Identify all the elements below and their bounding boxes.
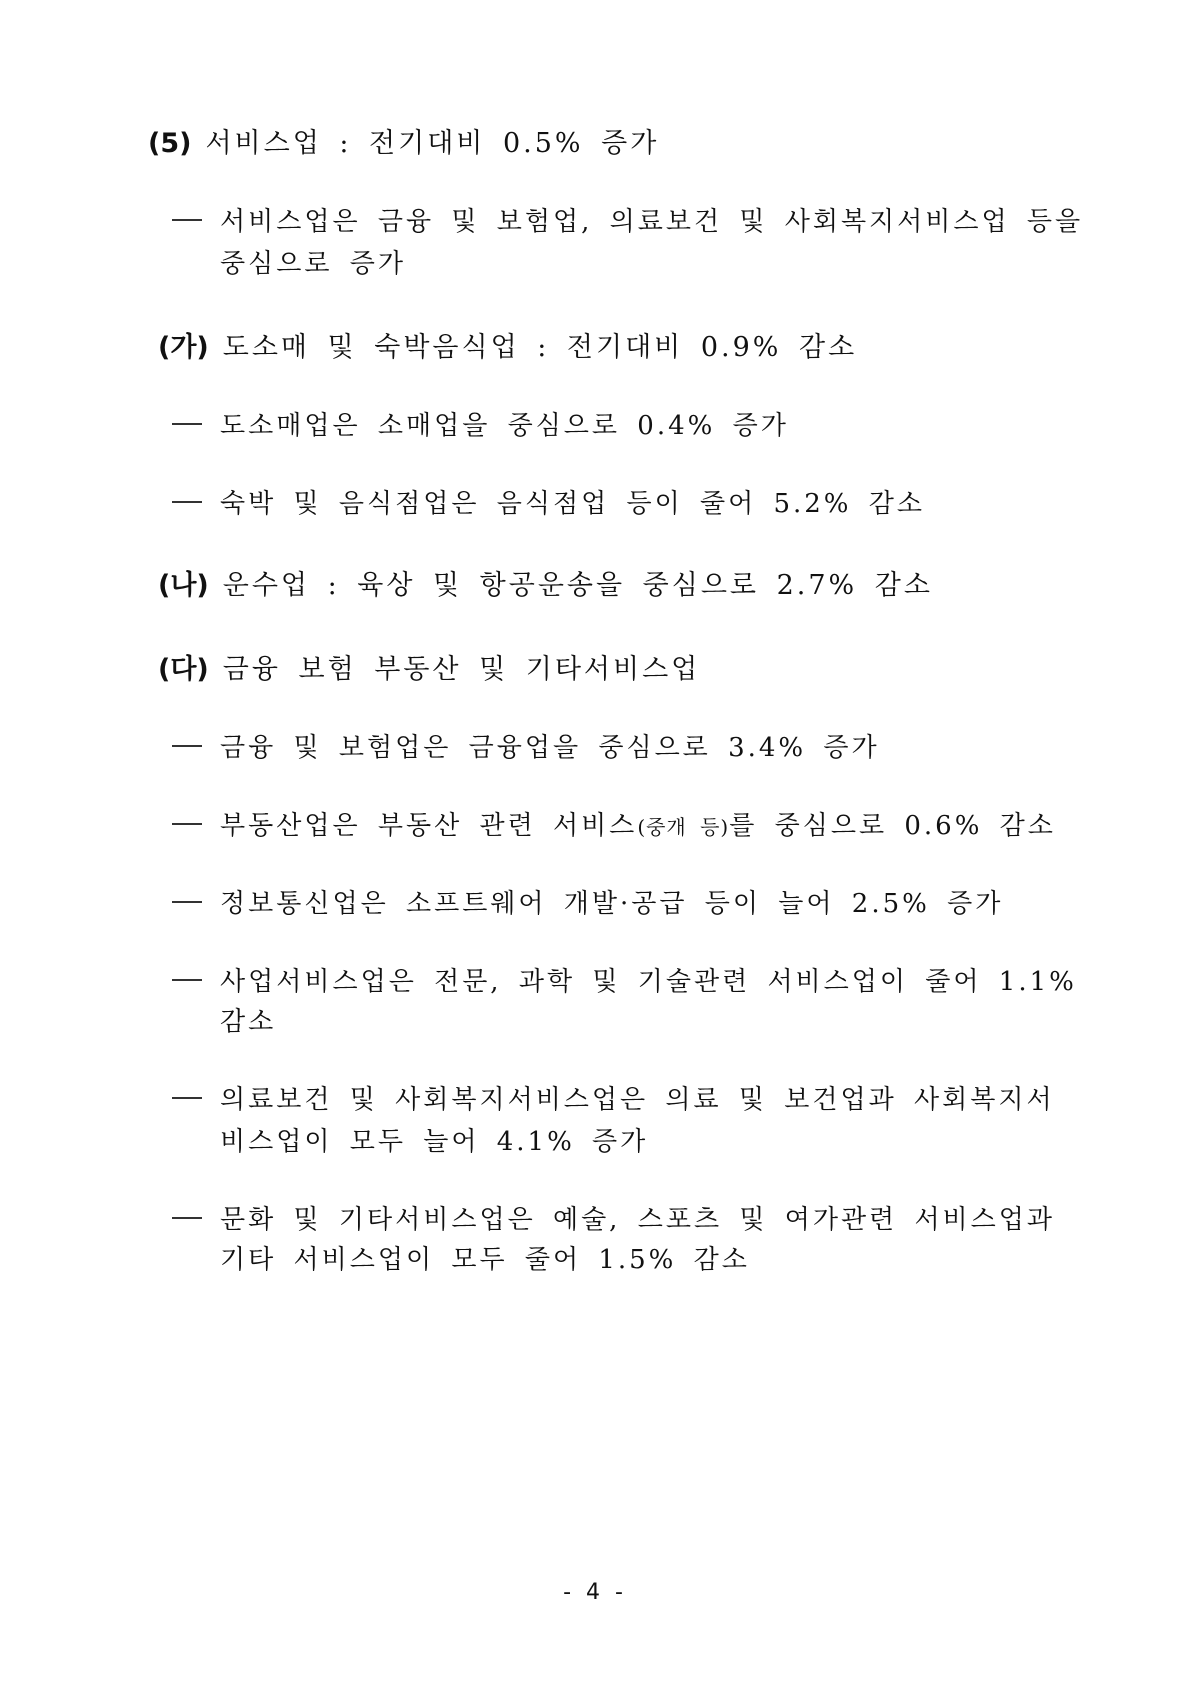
dash-icon — [172, 745, 202, 747]
bullet-text: 문화 및 기타서비스업은 예술, 스포츠 및 여가관련 서비스업과 — [220, 1205, 1056, 1235]
bullet-culture — [172, 1198, 1055, 1242]
bullet-text: 금융 및 보험업은 금융업을 중심으로 3.4% 증가 — [220, 733, 880, 763]
bullet-text: 부동산업은 부동산 관련 서비스 — [220, 811, 638, 841]
dash-icon — [172, 501, 202, 503]
subsection-title: 금융 보험 부동산 및 기타서비스업 — [222, 654, 701, 685]
bullet-health — [172, 1078, 1055, 1122]
subsection-title: 운수업 : 육상 및 항공운송을 중심으로 2.7% 감소 — [222, 570, 933, 601]
bullet-text: 정보통신업은 소프트웨어 개발·공급 등이 늘어 2.5% 증가 — [220, 889, 1004, 919]
bullet-text: 를 중심으로 0.6% 감소 — [729, 811, 1056, 841]
subsection-heading-wholesale — [158, 326, 857, 370]
bullet-text-continued: 중심으로 증가 — [220, 249, 406, 279]
dash-icon — [172, 901, 202, 903]
dash-icon — [172, 823, 202, 825]
bullet-text-continued: 기타 서비스업이 모두 줄어 1.5% 감소 — [220, 1245, 750, 1275]
bullet-text: 사업서비스업은 전문, 과학 및 기술관련 서비스업이 줄어 1.1% — [220, 967, 1077, 997]
bullet-text: 숙박 및 음식점업은 음식점업 등이 줄어 5.2% 감소 — [220, 489, 925, 519]
bullet-realestate — [172, 804, 1056, 849]
section-title: 서비스업 : 전기대비 0.5% 증가 — [205, 128, 660, 159]
bullet-accommodation — [172, 482, 925, 526]
subsection-marker: (가) — [158, 332, 209, 363]
dash-icon — [172, 423, 202, 425]
bullet-finance — [172, 726, 880, 770]
subsection-title: 도소매 및 숙박음식업 : 전기대비 0.9% 감소 — [222, 332, 858, 363]
bullet-text: 서비스업은 금융 및 보험업, 의료보건 및 사회복지서비스업 등을 — [220, 207, 1084, 237]
dash-icon — [172, 219, 202, 221]
page-number: - 4 - — [563, 1580, 627, 1605]
bullet-wholesale — [172, 404, 789, 448]
bullet-business-cont — [220, 1000, 276, 1044]
subsection-heading-transport — [158, 564, 933, 608]
bullet-text-continued: 감소 — [220, 1007, 277, 1037]
section-heading-services — [148, 122, 659, 166]
bullet-services-overview — [172, 200, 1083, 244]
bullet-culture-cont — [220, 1238, 750, 1282]
bullet-text-continued: 비스업이 모두 늘어 4.1% 증가 — [220, 1127, 649, 1157]
bullet-health-cont — [220, 1120, 648, 1164]
dash-icon — [172, 1097, 202, 1099]
subsection-marker: (다) — [158, 654, 209, 685]
bullet-services-overview-cont — [220, 242, 406, 286]
bullet-business — [172, 960, 1077, 1004]
bullet-text: 의료보건 및 사회복지서비스업은 의료 및 보건업과 사회복지서 — [220, 1085, 1055, 1115]
dash-icon — [172, 979, 202, 981]
section-marker: (5) — [148, 128, 192, 159]
bullet-it — [172, 882, 1003, 926]
bullet-text-small: (중개 등) — [637, 815, 730, 839]
subsection-heading-finance — [158, 648, 700, 692]
subsection-marker: (나) — [158, 570, 209, 601]
dash-icon — [172, 1217, 202, 1219]
bullet-text: 도소매업은 소매업을 중심으로 0.4% 증가 — [220, 411, 789, 441]
